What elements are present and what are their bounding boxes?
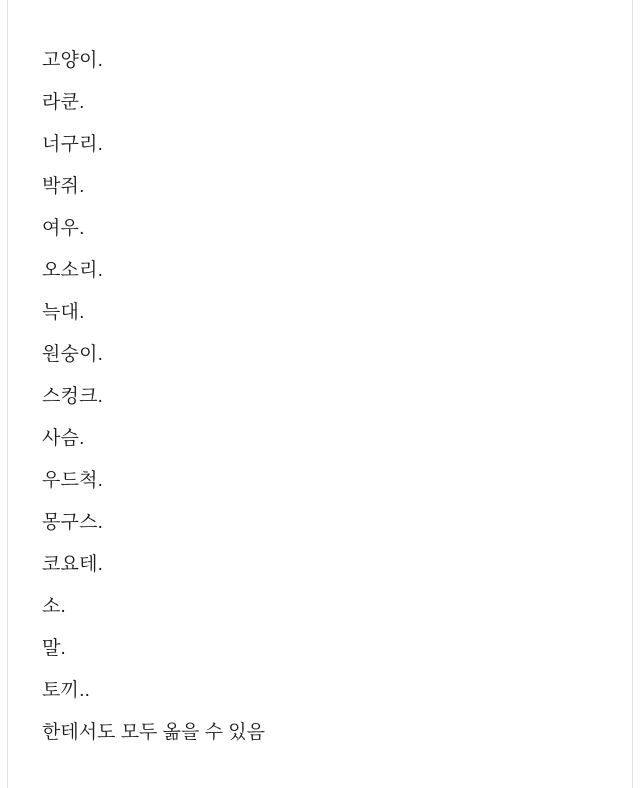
text-line: 여우. [42,218,85,239]
page-right-edge [632,0,633,788]
text-line: 박쥐. [42,176,85,197]
text-line: 우드척. [42,470,104,491]
text-line: 늑대. [42,302,85,323]
text-line: 원숭이. [42,344,104,365]
text-line: 스컹크. [42,386,104,407]
text-line: 라쿤. [42,92,85,113]
text-line: 코요테. [42,554,104,575]
page-left-edge [7,0,8,788]
text-line: 사슴. [42,428,85,449]
text-line: 너구리. [42,134,104,155]
text-line: 한테서도 모두 옮을 수 있음 [42,722,266,743]
text-line: 토끼.. [42,680,91,701]
text-line: 말. [42,638,67,659]
text-line: 오소리. [42,260,104,281]
text-line: 소. [42,596,67,617]
text-line: 고양이. [42,50,104,71]
text-block [42,40,598,754]
text-line: 몽구스. [42,512,104,533]
